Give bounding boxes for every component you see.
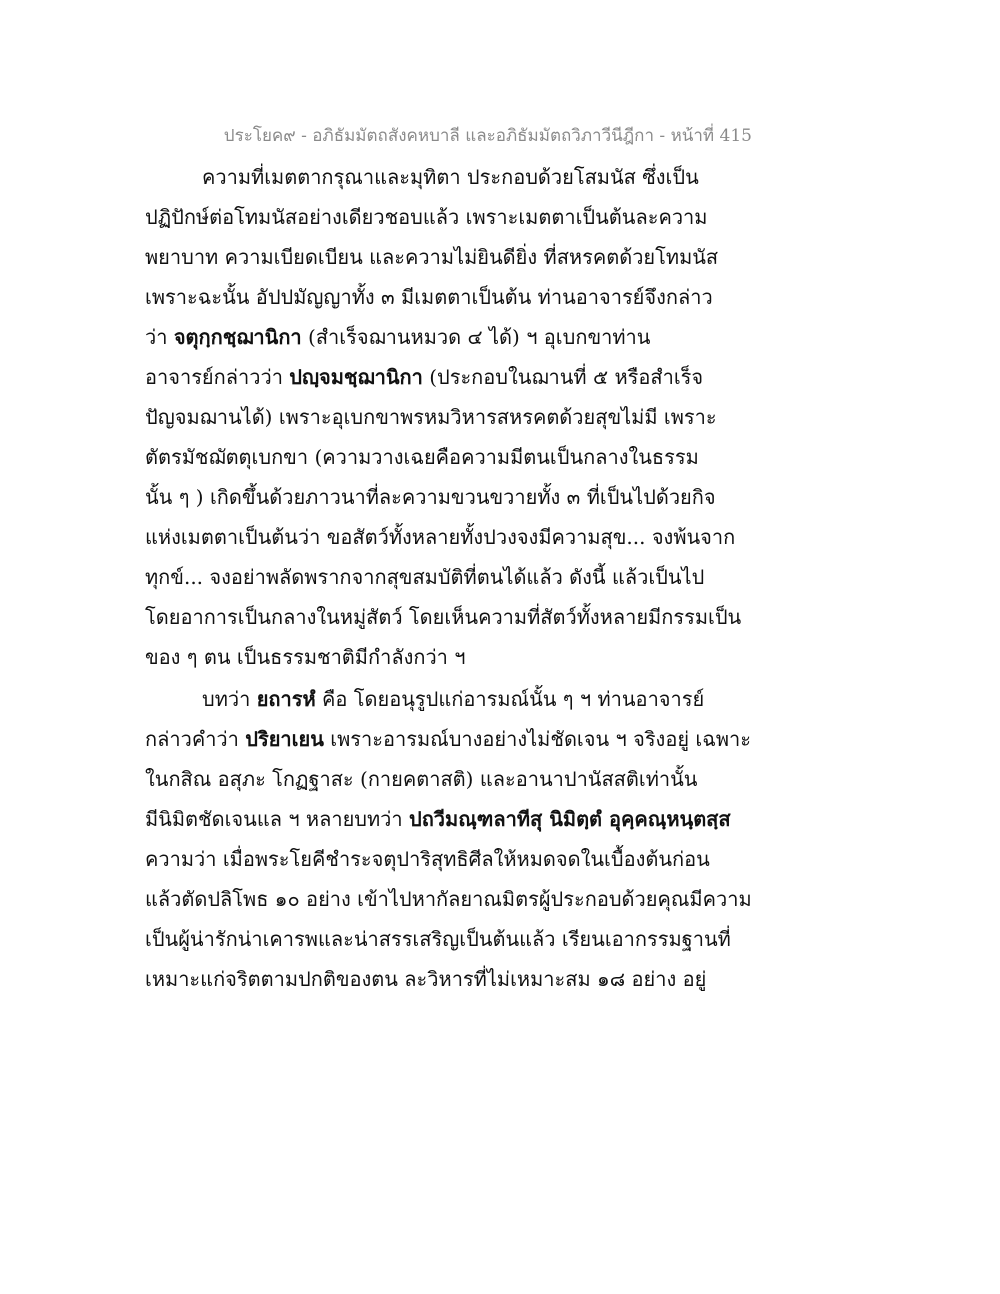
text-segment: บทว่า [202,687,257,711]
text-segment: ปัญจมฌานได้) เพราะอุเบกขาพรหมวิหารสหรคตด้วยสุขไม่มี เพราะ [145,405,717,429]
text-line [145,277,860,317]
bold-term: ปญฺจมชฺฌานิกา [289,365,423,389]
text-segment: ทุกข์... จงอย่าพลัดพรากจากสุขสมบัติที่ตนได้แล้ว ดังนี้ แล้วเป็นไป [145,565,705,589]
body-text [145,157,860,999]
text-segment: ปฏิปักษ์ต่อโทมนัสอย่างเดียวชอบแล้ว เพราะเมตตาเป็นต้นละความ [145,205,708,229]
text-line [145,959,860,999]
text-segment: เพราะอารมณ์บางอย่างไม่ชัดเจน ฯ จริงอยู่ เฉพาะ [323,727,752,751]
text-segment: คือ โดยอนุรูปแก่อารมณ์นั้น ๆ ฯ ท่านอาจารย์ [315,687,705,711]
text-line [145,157,860,197]
text-line [145,637,860,677]
text-segment: เพราะฉะนั้น อัปปมัญญาทั้ง ๓ มีเมตตาเป็นต้น ท่านอาจารย์จึงกล่าว [145,285,713,309]
text-line [145,879,860,919]
text-line [145,839,860,879]
text-line [145,477,860,517]
text-line [145,237,860,277]
text-line [145,597,860,637]
text-segment: กล่าวคำว่า [145,727,246,751]
text-line [145,517,860,557]
bold-term: ยถารหํ [256,687,316,711]
text-line [145,197,860,237]
text-segment: อาจารย์กล่าวว่า [145,365,290,389]
text-line [145,799,860,839]
text-segment: แล้วตัดปลิโพธ ๑๐ อย่าง เข้าไปหากัลยาณมิตรผู้ประกอบด้วยคุณมีความ [145,887,752,911]
text-line [145,317,860,357]
text-line [145,557,860,597]
bold-term: จตุกฺกชฺฌานิกา [173,325,302,349]
text-segment: มีนิมิตชัดเจนแล ฯ หลายบทว่า [145,807,409,831]
text-line [145,759,860,799]
page-header: ประโยค๙ - อภิธัมมัตถสังคหบาลี และอภิธัมมัตถวิภาวีนีฎีกา - หน้าที่ 415 [223,126,752,146]
text-line [145,919,860,959]
text-segment: ตัตรมัชฌัตตุเบกขา (ความวางเฉยคือความมีตนเป็นกลางในธรรม [145,445,699,469]
text-segment: ความที่เมตตากรุณาและมุทิตา ประกอบด้วยโสมนัส ซึ่งเป็น [202,165,699,189]
bold-term: ปถวีมณฺฑลาทีสุ นิมิตฺตํ อุคฺคณฺหนฺตสฺส [409,807,731,831]
text-segment: ของ ๆ ตน เป็นธรรมชาติมีกำลังกว่า ฯ [145,645,466,669]
text-segment: แห่งเมตตาเป็นต้นว่า ขอสัตว์ทั้งหลายทั้งปวงจงมีความสุข... จงพ้นจาก [145,525,736,549]
text-line [145,679,860,719]
text-segment: (ประกอบในฌานที่ ๕ หรือสำเร็จ [422,365,704,389]
text-segment: (สำเร็จฌานหมวด ๔ ได้) ฯ อุเบกขาท่าน [301,325,651,349]
text-segment: ว่า [145,325,174,349]
text-segment: นั้น ๆ ) เกิดขึ้นด้วยภาวนาที่ละความขวนขวายทั้ง ๓ ที่เป็นไปด้วยกิจ [145,485,716,509]
text-line [145,437,860,477]
text-segment: ในกสิณ อสุภะ โกฏฐาสะ (กายคตาสติ) และอานาปานัสสติเท่านั้น [145,767,698,791]
text-line [145,719,860,759]
text-line [145,397,860,437]
text-segment: เหมาะแก่จริตตามปกติของตน ละวิหารที่ไม่เหมาะสม ๑๘ อย่าง อยู่ [145,967,707,991]
text-segment: พยาบาท ความเบียดเบียน และความไม่ยินดียิ่ง ที่สหรคตด้วยโทมนัส [145,245,719,269]
bold-term: ปริยาเยน [245,727,324,751]
text-segment: โดยอาการเป็นกลางในหมู่สัตว์ โดยเห็นความที่สัตว์ทั้งหลายมีกรรมเป็น [145,605,742,629]
text-segment: ความว่า เมื่อพระโยคีชำระจตุปาริสุทธิศีลให้หมดจดในเบื้องต้นก่อน [145,847,710,871]
text-segment: เป็นผู้น่ารักน่าเคารพและน่าสรรเสริญเป็นต้นแล้ว เรียนเอากรรมฐานที่ [145,927,731,951]
text-line [145,357,860,397]
